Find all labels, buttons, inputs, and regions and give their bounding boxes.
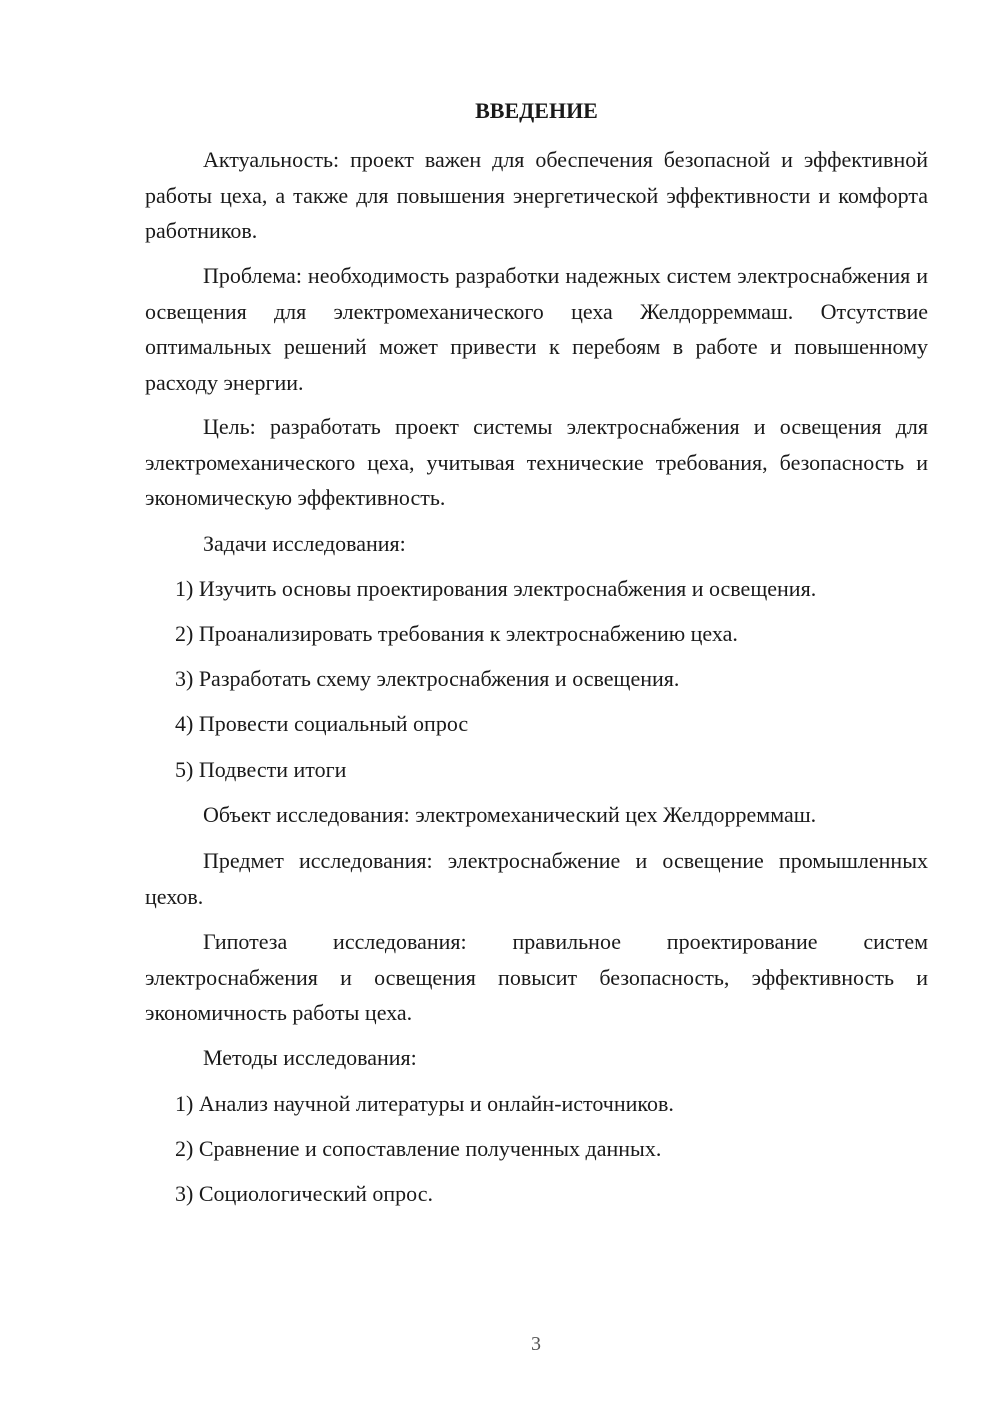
page-number: 3 bbox=[531, 1333, 541, 1355]
subject-paragraph: Предмет исследования: электроснабжение и освещение промышленных цехов. bbox=[145, 848, 928, 909]
method-item-1: 1) Анализ научной литературы и онлайн-источников. bbox=[175, 1091, 674, 1116]
task-item-2: 2) Проанализировать требования к электроснабжению цеха. bbox=[175, 621, 738, 646]
hypothesis-paragraph: Гипотеза исследования: правильное проектирование систем электроснабжения и освещения повысит безопасность, эффективность и экономичность работы цеха. bbox=[145, 929, 928, 1025]
goal-paragraph: Цель: разработать проект системы электроснабжения и освещения для электромеханического цеха, учитывая технические требования, безопасность и экономическую эффективность. bbox=[145, 414, 928, 510]
method-item-2: 2) Сравнение и сопоставление полученных данных. bbox=[175, 1136, 662, 1161]
object-paragraph: Объект исследования: электромеханический цех Желдорреммаш. bbox=[203, 802, 817, 827]
methods-heading: Методы исследования: bbox=[203, 1045, 417, 1070]
problem-paragraph: Проблема: необходимость разработки надежных систем электроснабжения и освещения для электромеханического цеха Желдорреммаш. Отсутствие оптимальных решений может привести к перебоям в работе и повышенному расходу энергии. bbox=[145, 263, 928, 395]
task-item-4: 4) Провести социальный опрос bbox=[175, 711, 469, 736]
tasks-heading: Задачи исследования: bbox=[203, 531, 406, 556]
section-title: ВВЕДЕНИЕ bbox=[475, 98, 598, 123]
actuality-paragraph: Актуальность: проект важен для обеспечения безопасной и эффективной работы цеха, а также для повышения энергетической эффективности и комфорта работников. bbox=[145, 147, 928, 243]
method-item-3: 3) Социологический опрос. bbox=[175, 1181, 433, 1206]
task-item-1: 1) Изучить основы проектирования электроснабжения и освещения. bbox=[175, 576, 817, 601]
task-item-5: 5) Подвести итоги bbox=[175, 757, 347, 782]
task-item-3: 3) Разработать схему электроснабжения и освещения. bbox=[175, 666, 680, 691]
